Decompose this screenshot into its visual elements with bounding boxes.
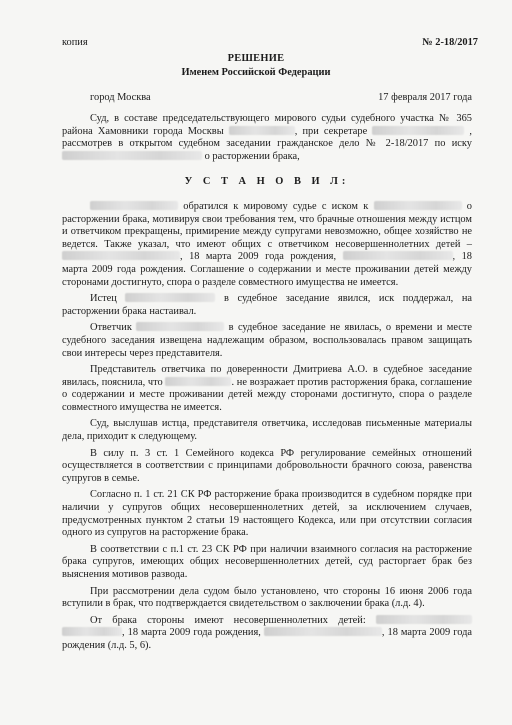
paragraph-claim: [62, 201, 472, 289]
copy-label: копия: [62, 37, 88, 48]
redacted-name: [376, 615, 472, 624]
redacted-name: [62, 251, 180, 260]
paragraph-marriage: При рассмотрении дела судом было установлено, что стороны 16 июня 2006 года вступили в брак, что подтверждается свидетельством о заключении брака (л.д. 4).: [62, 585, 472, 610]
intro-text: Суд, в составе председательствующего мирового судьи судебного участка № 365 района Хамовники города Москвы: [62, 113, 472, 137]
paragraph-text: Представитель ответчика по доверенности Дмитриева А.О. в судебное заседание явилась, пояснила, что: [62, 364, 472, 388]
paragraph-defendant: [62, 322, 472, 360]
paragraph-court: Суд, выслушав истца, представителя ответчика, исследовав письменные материалы дела, приходит к следующему.: [62, 418, 472, 443]
intro-paragraph: [62, 113, 472, 163]
paragraph-representative: [62, 364, 472, 414]
document-subtitle: Именем Российской Федерации: [181, 67, 331, 78]
paragraph-law-3: В соответствии с п.1 ст. 23 СК РФ при наличии взаимного согласия на расторжение брака супругов, имеющих общих несовершеннолетних детей, суд расторгает брак без выяснения мотивов развода.: [62, 543, 472, 580]
case-number: № 2-18/2017: [422, 37, 478, 48]
paragraph-text: Истец: [90, 293, 117, 305]
redacted-name: [264, 627, 382, 636]
paragraph-text: От брака стороны имеют несовершеннолетних детей:: [90, 614, 366, 626]
paragraph-text: Ответчик: [90, 322, 132, 334]
paragraph-law-2: Согласно п. 1 ст. 21 СК РФ расторжение брака производится в судебном порядке при наличии у супругов общих несовершеннолетних детей, за исключением случаев, предусмотренных пунктом 2 статьи 19 настоящего Кодекса, или при отсутствии согласия одного из супругов на расторжение брака.: [62, 489, 472, 539]
paragraph-text: обратился к мировому судье с иском к: [183, 200, 369, 212]
redacted-name: [343, 251, 453, 260]
redacted-name: [229, 126, 295, 135]
document-body: [62, 113, 472, 653]
redacted-name: [125, 293, 215, 302]
paragraph-text: о расторжении брака, мотивируя свои требования тем, что брачные отношения между истцом и ответчиком прекращены, примирение между супругами невозможно, общее хозяйство не ведется. Также указал, что имеют общих с ответчиком несовершеннолетних детей –: [62, 200, 472, 250]
paragraph-text: , 18 марта 2009 года рождения,: [180, 251, 337, 263]
paragraph-children: [62, 615, 472, 653]
section-heading: У С Т А Н О В И Л:: [184, 176, 350, 188]
redacted-name: [136, 322, 224, 331]
decision-date: 17 февраля 2017 года: [378, 92, 472, 103]
redacted-name: [62, 627, 122, 636]
redacted-name: [62, 151, 202, 160]
paragraph-plaintiff: [62, 293, 472, 318]
redacted-name: [374, 201, 462, 210]
paragraph-text: , 18 марта 2009 года рождения,: [122, 627, 261, 639]
paragraph-text: , 18 марта 2009 года рождения (л.д. 5, 6).: [62, 627, 472, 651]
intro-text: о расторжении брака,: [204, 150, 300, 162]
city: город Москва: [90, 92, 151, 103]
paragraph-text: . не возражает против расторжения брака, соглашение о содержании и месте проживании детей между сторонами достигнуто, спора о разделе совместного имущества не имеется.: [62, 376, 472, 413]
intro-text: , при секретаре: [294, 125, 368, 137]
redacted-name: [372, 126, 464, 135]
paragraph-text: в судебное заседание явился, иск поддержал, на расторжении брака настаивал.: [62, 293, 472, 317]
intro-text: , рассмотрев в открытом судебном заседании гражданское дело № 2-18/2017 по иску: [62, 125, 472, 150]
paragraph-text: в судебное заседание не явилась, о времени и месте судебного заседания извещена надлежащим образом, воспользовалась правом защищать свои интересы через представителя.: [62, 322, 472, 359]
paragraph-text: , 18 марта 2009 года рождения. Соглашение о содержании и месте проживании детей между сторонами достигнуто, спора о разделе совместного имущества не имеется.: [62, 251, 472, 288]
redacted-name: [165, 377, 231, 386]
paragraph-law-1: В силу п. 3 ст. 1 Семейного кодекса РФ регулирование семейных отношений осуществляется в соответствии с принципами добровольности брачного союза, равенства супругов в семье.: [62, 447, 472, 484]
document-title: РЕШЕНИЕ: [227, 53, 285, 64]
redacted-name: [90, 201, 178, 210]
